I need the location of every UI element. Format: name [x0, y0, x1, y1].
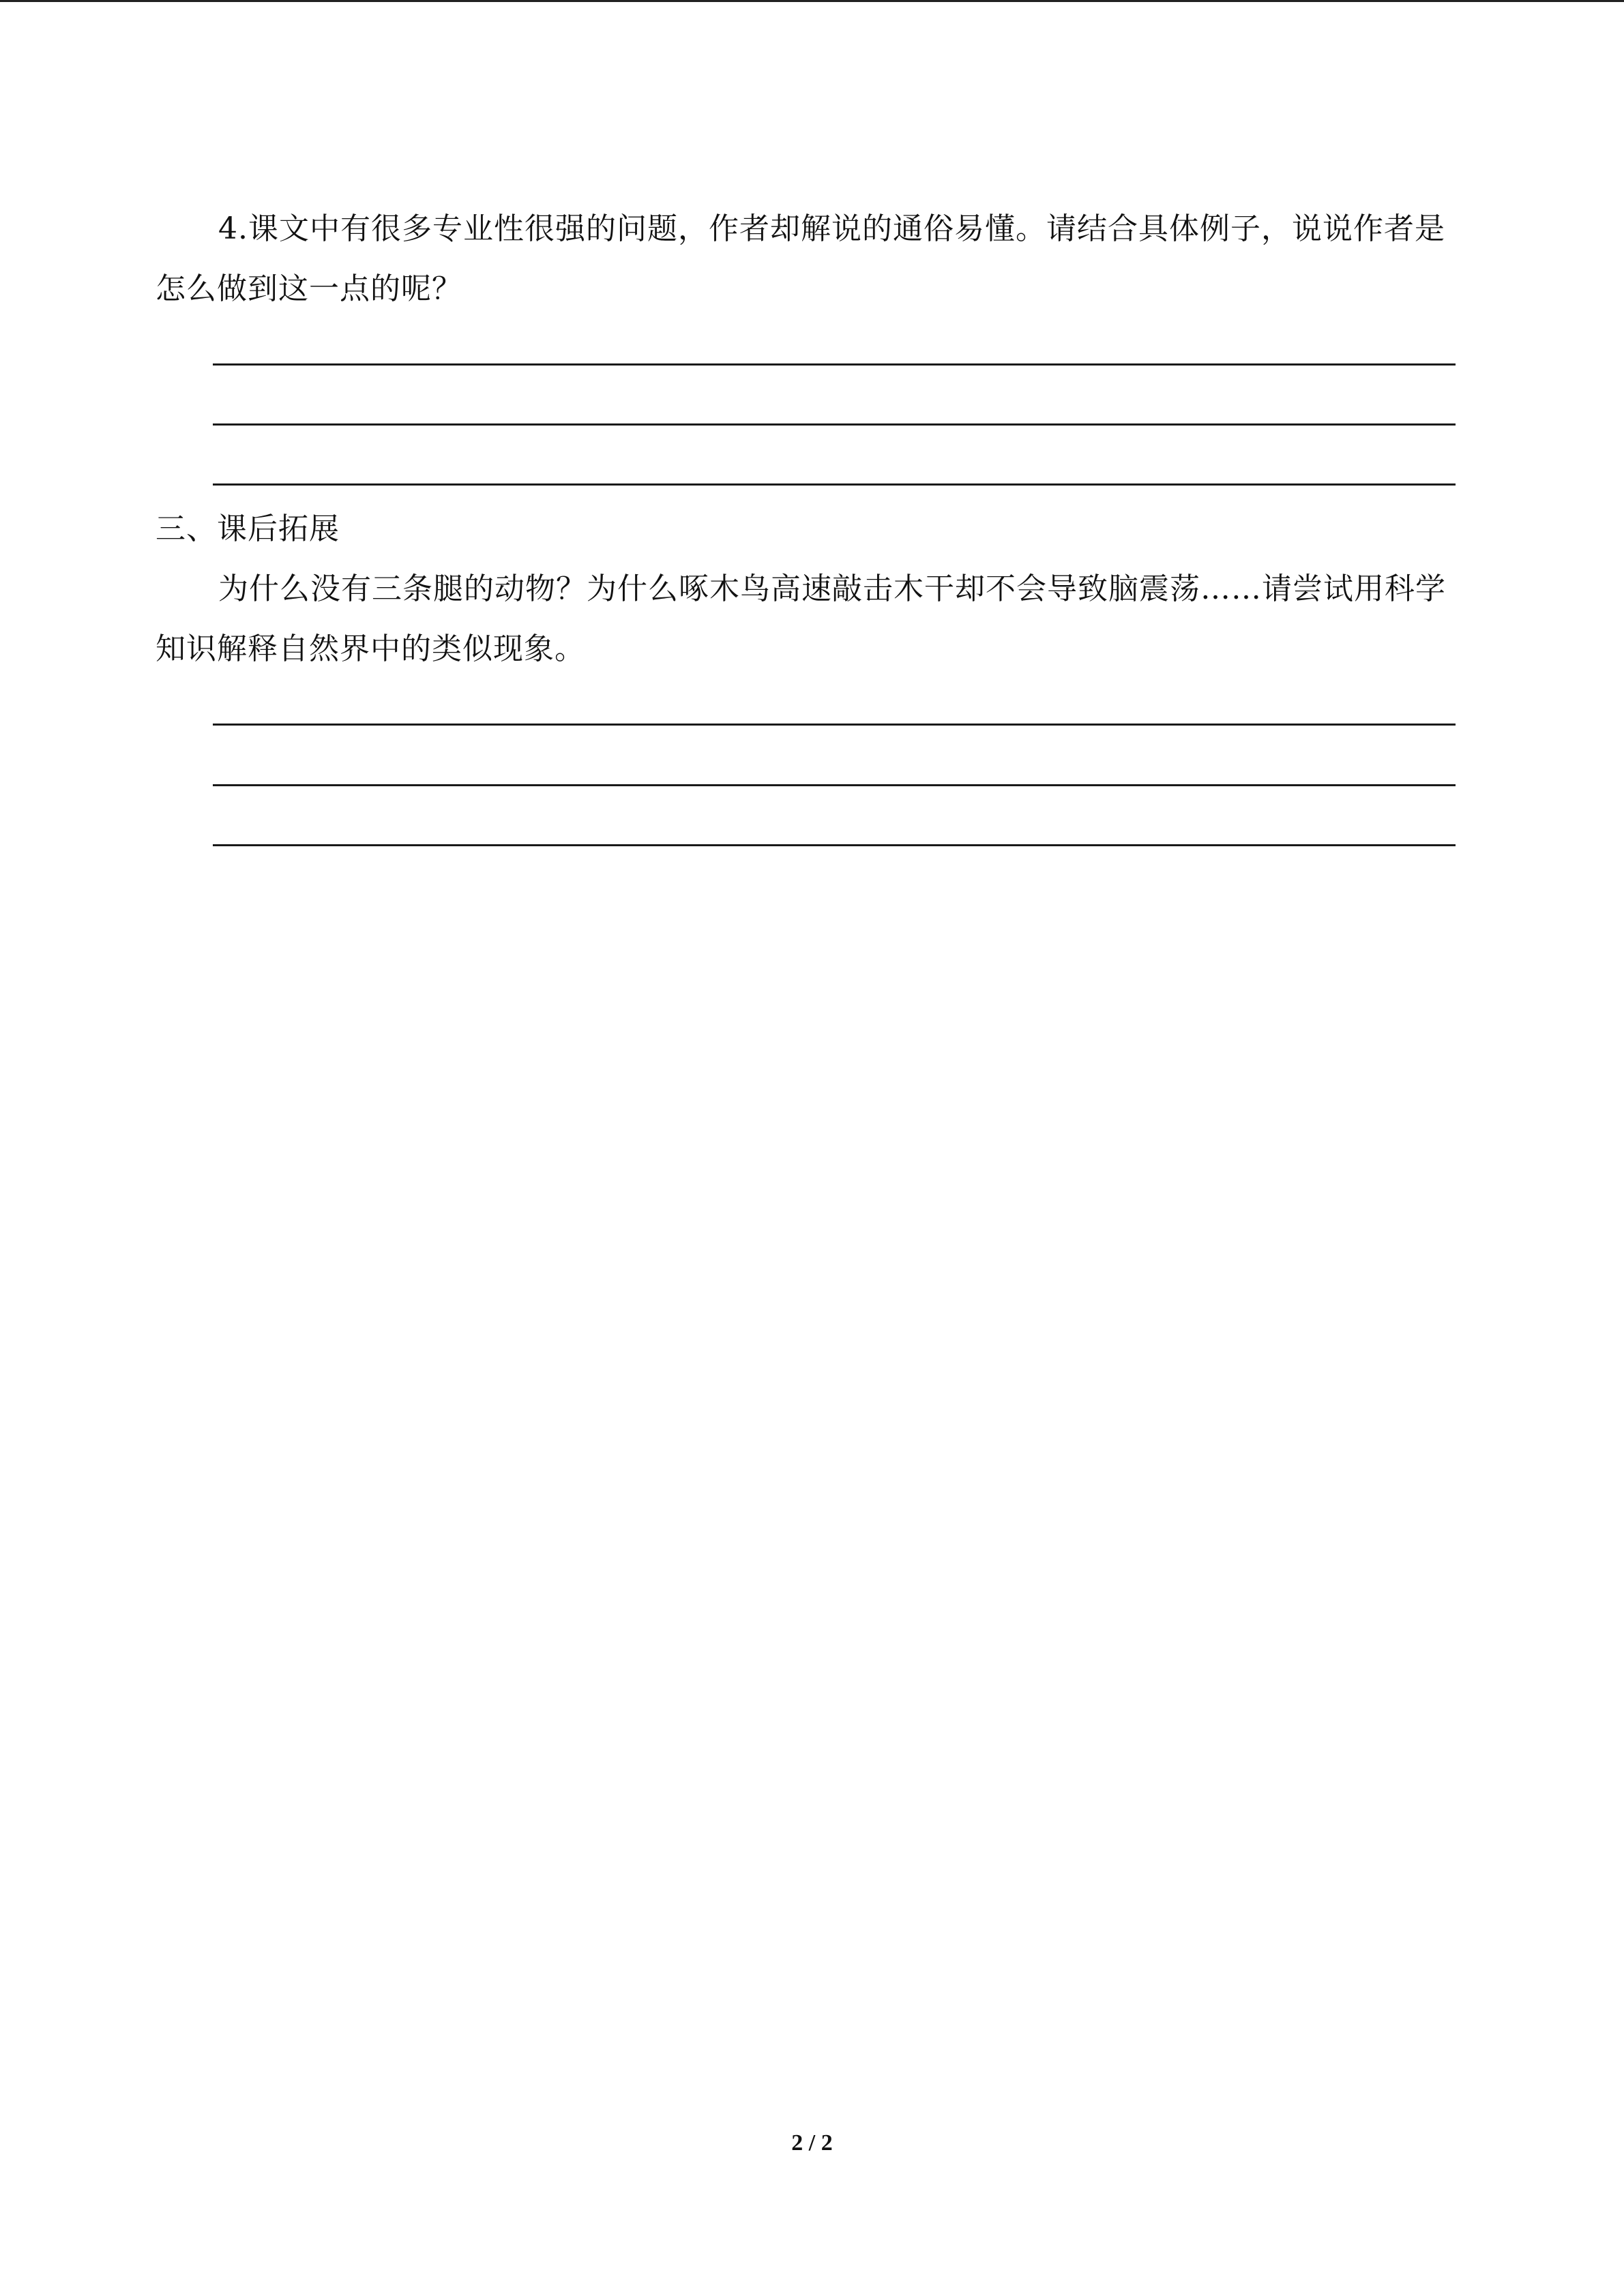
answer-line-q4-2[interactable] — [213, 423, 1456, 426]
page-number: 2 / 2 — [791, 2130, 833, 2156]
answer-line-q4-1[interactable] — [213, 363, 1456, 366]
extension-prompt: 为什么没有三条腿的动物？为什么啄木鸟高速敲击木干却不会导致脑震荡……请尝试用科学知识解释自然界中的类似现象。 — [156, 571, 1446, 666]
question-4-text: 4.课文中有很多专业性很强的问题，作者却解说的通俗易懂。请结合具体例子，说说作者是怎么做到这一点的呢？ — [156, 211, 1445, 306]
top-border — [0, 0, 1624, 2]
answer-line-ext-3[interactable] — [213, 844, 1456, 846]
answer-line-ext-1[interactable] — [213, 724, 1456, 726]
answer-line-ext-2[interactable] — [213, 784, 1456, 786]
answer-line-q4-3[interactable] — [213, 483, 1456, 486]
section-3-heading: 三、课后拓展 — [156, 511, 340, 546]
